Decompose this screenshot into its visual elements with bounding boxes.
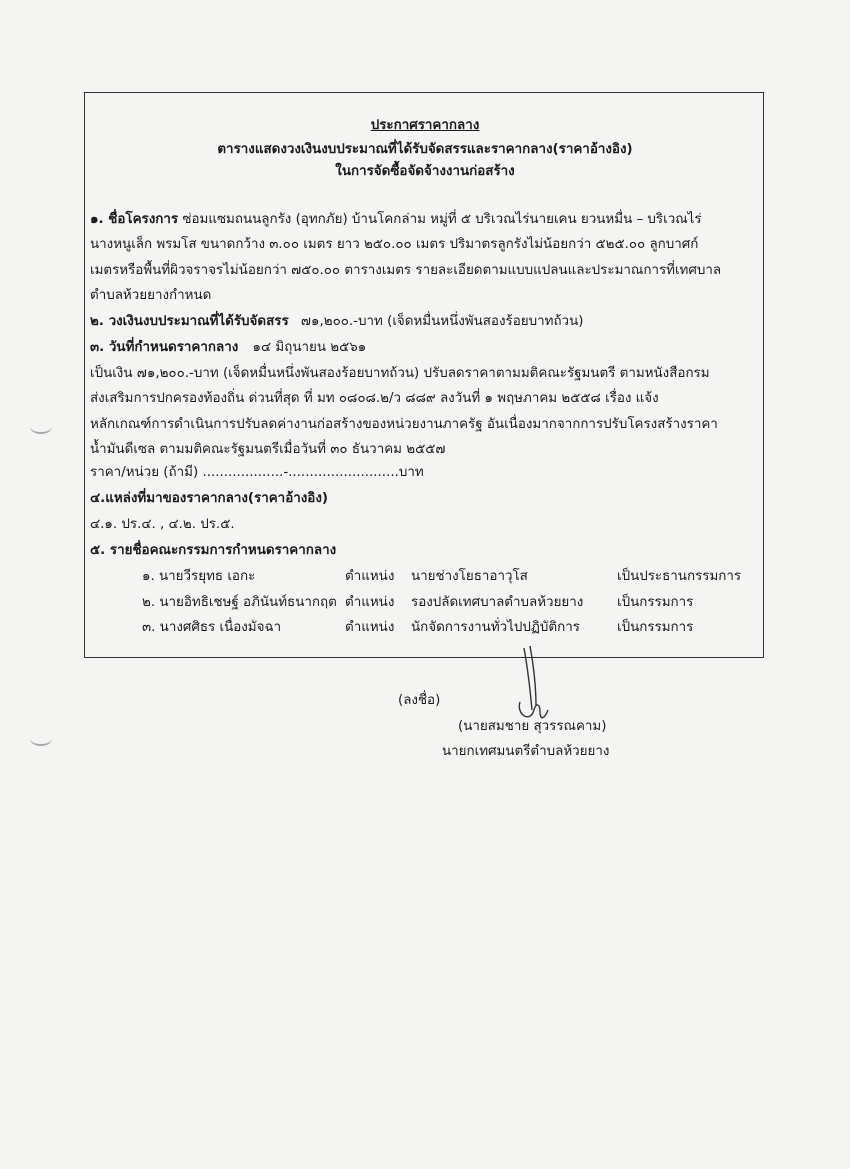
signatory-title: นายกเทศมนตรีตำบลห้วยยาง [442, 744, 610, 759]
member-position-label: ตำแหน่ง [345, 569, 395, 584]
member-position: นายช่างโยธาอาวุโส [411, 569, 528, 584]
price-detail-line: หลักเกณฑ์การดำเนินการปรับลดค่างานก่อสร้างของหน่วยงานภาครัฐ อันเนื่องมากจากการปรับโครงสร้างราคา [90, 417, 718, 432]
member-name: ๑. นายวีรยุทธ เอกะ [142, 569, 256, 584]
project-desc-line: นางหนูเล็ก พรมโส ขนาดกว้าง ๓.๐๐ เมตร ยาว ๒๕๐.๐๐ เมตร ปริมาตรลูกรังไม่น้อยกว่า ๕๒๕.๐๐ ลูกบาศก์ [90, 237, 699, 252]
handwritten-signature [510, 640, 570, 730]
member-role: เป็นกรรมการ [617, 620, 694, 635]
member-position-label: ตำแหน่ง [345, 595, 395, 610]
member-position: รองปลัดเทศบาลตำบลห้วยยาง [411, 595, 584, 610]
document-subtitle: ตารางแสดงวงเงินงบประมาณที่ได้รับจัดสรรและราคากลาง(ราคาอ้างอิง) [217, 142, 633, 157]
price-detail-line: เป็นเงิน ๗๑,๒๐๐.-บาท (เจ็ดหมื่นหนึ่งพันสองร้อยบาทถ้วน) ปรับลดราคาตามมติคณะรัฐมนตรี ตามหนังสือกรม [90, 366, 710, 381]
price-source-label: ๔.แหล่งที่มาของราคากลาง(ราคาอ้างอิง) [90, 491, 328, 506]
member-name: ๓. นางศศิธร เนื่องมัจฉา [142, 620, 282, 635]
punch-hole [30, 420, 52, 434]
project-desc-line: ตำบลห้วยยางกำหนด [90, 288, 212, 303]
price-date-value: ๑๔ มิถุนายน ๒๕๖๑ [252, 340, 367, 355]
price-detail-line: น้ำมันดีเซล ตามมติคณะรัฐมนตรีเมื่อวันที่ ๓๐ ธันวาคม ๒๕๕๗ [90, 442, 446, 457]
budget-line [90, 313, 583, 331]
project-desc-line: เมตรหรือพื้นที่ผิวจราจรไม่น้อยกว่า ๗๕๐.๐๐ ตารางเมตร รายละเอียดตามแบบแปลนและประมาณการที่เทศบาล [90, 263, 722, 278]
member-position-label: ตำแหน่ง [345, 620, 395, 635]
document-subtitle-2: ในการจัดซื้อจัดจ้างงานก่อสร้าง [335, 164, 515, 179]
sign-label: (ลงชื่อ) [398, 693, 441, 708]
price-date-label: ๓. วันที่กำหนดราคากลาง [90, 340, 239, 355]
budget-value: ๗๑,๒๐๐.-บาท (เจ็ดหมื่นหนึ่งพันสองร้อยบาทถ้วน) [300, 314, 584, 329]
budget-label: ๒. วงเงินงบประมาณที่ได้รับจัดสรร [90, 314, 289, 329]
punch-hole [30, 732, 52, 746]
unit-price-line: ราคา/หน่วย (ถ้ามี) ...................-..........................บาท [90, 465, 424, 480]
project-name-line [90, 211, 702, 229]
document-title: ประกาศราคากลาง [370, 118, 480, 133]
member-position: นักจัดการงานทั่วไปปฏิบัติการ [411, 620, 580, 635]
price-detail-line: ส่งเสริมการปกครองท้องถิ่น ด่วนที่สุด ที่ มท ๐๘๐๘.๒/ว ๘๘๙ ลงวันที่ ๑ พฤษภาคม ๒๕๕๘ เรื่อง แจ้ง [90, 391, 659, 406]
price-date-line [90, 339, 366, 357]
signatory-name: (นายสมชาย สุวรรณคาม) [458, 719, 607, 734]
price-source-line: ๔.๑. ปร.๔. , ๔.๒. ปร.๕. [90, 517, 235, 532]
project-name-label: ๑. ชื่อโครงการ [90, 212, 179, 227]
project-name-text: ซ่อมแซมถนนลูกรัง (อุทกภัย) บ้านโคกล่าม หมู่ที่ ๕ บริเวณไร่นายเคน ยวนหมื่น – บริเวณไร่ [182, 212, 702, 227]
member-role: เป็นประธานกรรมการ [617, 569, 742, 584]
member-name: ๒. นายอิทธิเชษฐ์ อภินันท์ธนากฤต [142, 595, 337, 610]
committee-label: ๕. รายชื่อคณะกรรมการกำหนดราคากลาง [90, 543, 337, 558]
member-role: เป็นกรรมการ [617, 595, 694, 610]
